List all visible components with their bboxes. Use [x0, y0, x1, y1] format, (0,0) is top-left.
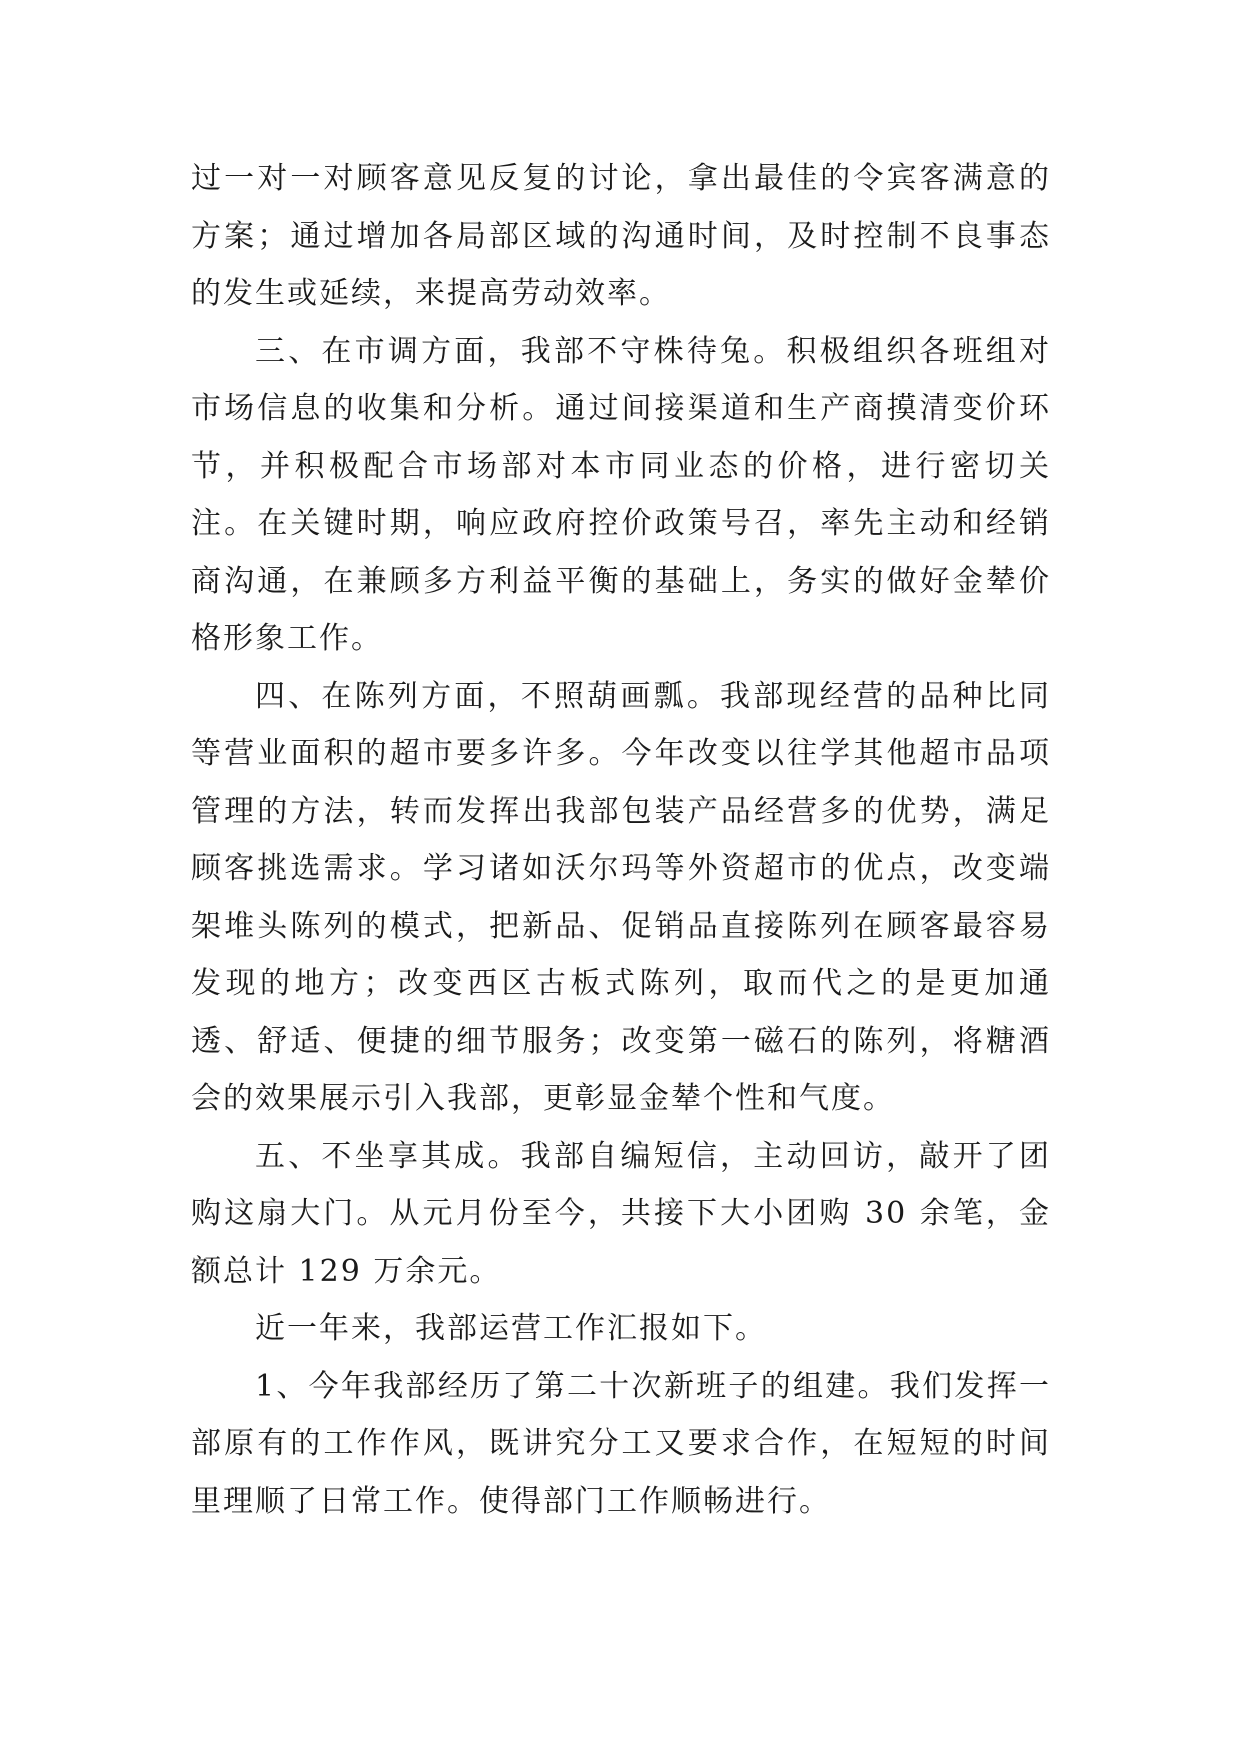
paragraph-display: 四、在陈列方面，不照葫画瓢。我部现经营的品种比同等营业面积的超市要多许多。今年改变以往学其他超市品项管理的方法，转而发挥出我部包装产品经营多的优势，满足顾客挑选需求。学习诸如沃尔玛等外资超市的优点，改变端架堆头陈列的模式，把新品、促销品直接陈列在顾客最容易发现的地方；改变西区古板式陈列，取而代之的是更加通透、舒适、便捷的细节服务；改变第一磁石的陈列，将糖酒会的效果展示引入我部，更彰显金辇个性和气度。 [191, 678, 1051, 1116]
paragraph-market-research: 三、在市调方面，我部不守株待兔。积极组织各班组对市场信息的收集和分析。通过间接渠道和生产商摸清变价环节，并积极配合市场部对本市同业态的价格，进行密切关注。在关键时期，响应政府控价政策号召，率先主动和经销商沟通，在兼顾多方利益平衡的基础上，务实的做好金辇价格形象工作。 [191, 333, 1051, 656]
paragraph-group-purchase: 五、不坐享其成。我部自编短信，主动回访，敲开了团购这扇大门。从元月份至今，共接下大小团购 30 余笔，金额总计 129 万余元。 [191, 1138, 1051, 1289]
paragraph-report-intro: 近一年来，我部运营工作汇报如下。 [255, 1311, 767, 1346]
document-body [191, 150, 1051, 1530]
paragraph-item-1: 1、今年我部经历了第二十次新班子的组建。我们发挥一部原有的工作作风，既讲究分工又要求合作，在短短的时间里理顺了日常工作。使得部门工作顺畅进行。 [191, 1368, 1051, 1519]
paragraph-continued: 过一对一对顾客意见反复的讨论，拿出最佳的令宾客满意的方案；通过增加各局部区域的沟通时间，及时控制不良事态的发生或延续，来提高劳动效率。 [191, 161, 1051, 311]
